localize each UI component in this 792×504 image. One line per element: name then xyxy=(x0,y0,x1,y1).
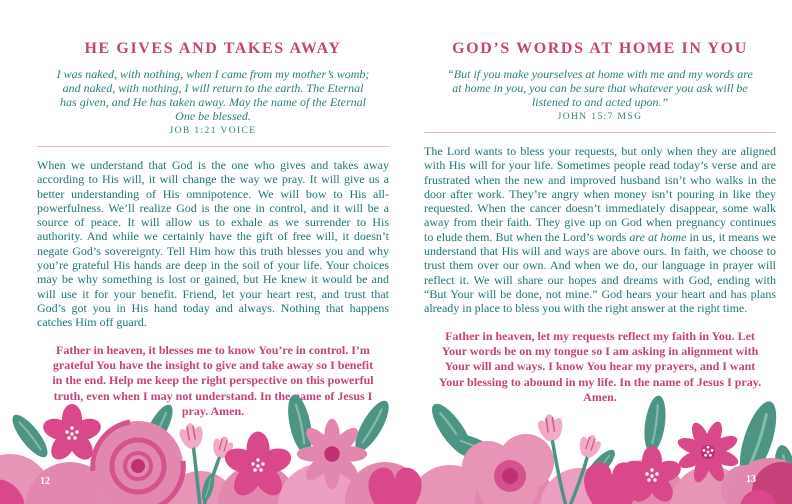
page-title: HE GIVES AND TAKES AWAY xyxy=(84,40,342,57)
page-number-right: 13 xyxy=(746,474,756,485)
prayer-text: Father in heaven, it blesses me to know You’re in control. I’m grateful You have the insight to give and take away so I benefit in the end. Help me keep the right perspective on this powerful truth, even when I may not understand. In the name of Jesus I pray. Amen. xyxy=(52,342,374,419)
page-title: GOD’S WORDS AT HOME IN YOU xyxy=(452,40,748,57)
divider-rule xyxy=(37,146,389,147)
body-text: The Lord wants to bless your requests, but only when they are aligned with His will for your life. Sometimes people read today’s verse and are frustrated when the new and improved husband isn’t who walks in the door after work. They’re angry when money isn’t pouring in like they requested. When the cancer doesn’t immediately disappear, some walk away from their faith. They give up on God when pregnancy continues to elude them. But when the Lord’s words are at home in us, it means we understand that His will and ways are above ours. In faith, we choose to trust them over our own. And when we do, our language in prayer will reflect it. We will share our hopes and dreams with God, ending with “But Your will be done, not mine.” God hears your heart and has plans already in place to bless you with the right answer at the right time. xyxy=(424,144,776,316)
floral-border-illustration xyxy=(0,394,792,504)
left-page xyxy=(37,0,389,420)
verse-quote: “But if you make yourselves at home with me and my words are at home in you, you can be sure that whatever you ask will be listened to and acted upon.” xyxy=(447,67,753,109)
body-text: When we understand that God is the one who gives and takes away according to His will, it will change the way we pray. It will give us a better understanding of His omnipotence. We will bow to His all-powerfulness. We’ll realize God is the one in control, and it will be a source of peace. It will allow us to exhale as we surrender to His authority. And while we certainly have the gift of free will, it doesn’t negate God’s sovereignty. Tell Him how this truth blesses you and why you’re grateful His hands are deep in the soil of your life. Your choices may be why something is lost or gained, but He knew it would be and will use it for your benefit. Friend, let your heart rest, and trust that God’s got you in His hand today and always. Nothing that happens catches Him off guard. xyxy=(37,158,389,330)
page-number-left: 12 xyxy=(40,476,50,487)
verse-quote: I was naked, with nothing, when I came from my mother’s womb; and naked, with nothing, I will return to the earth. The Eternal has given, and He has taken away. May the name of the Eternal One be blessed. xyxy=(56,67,370,123)
divider-rule xyxy=(424,132,776,133)
verse-reference: JOB 1:21 VOICE xyxy=(169,126,257,136)
right-page xyxy=(424,0,776,406)
verse-reference: JOHN 15:7 MSG xyxy=(557,112,643,122)
prayer-text: Father in heaven, let my requests reflect my faith in You. Let Your words be on my tongue so I am asking in alignment with Your will and ways. I know You hear my prayers, and I want Your blessing to abound in my life. In the name of Jesus I pray. Amen. xyxy=(438,328,762,405)
